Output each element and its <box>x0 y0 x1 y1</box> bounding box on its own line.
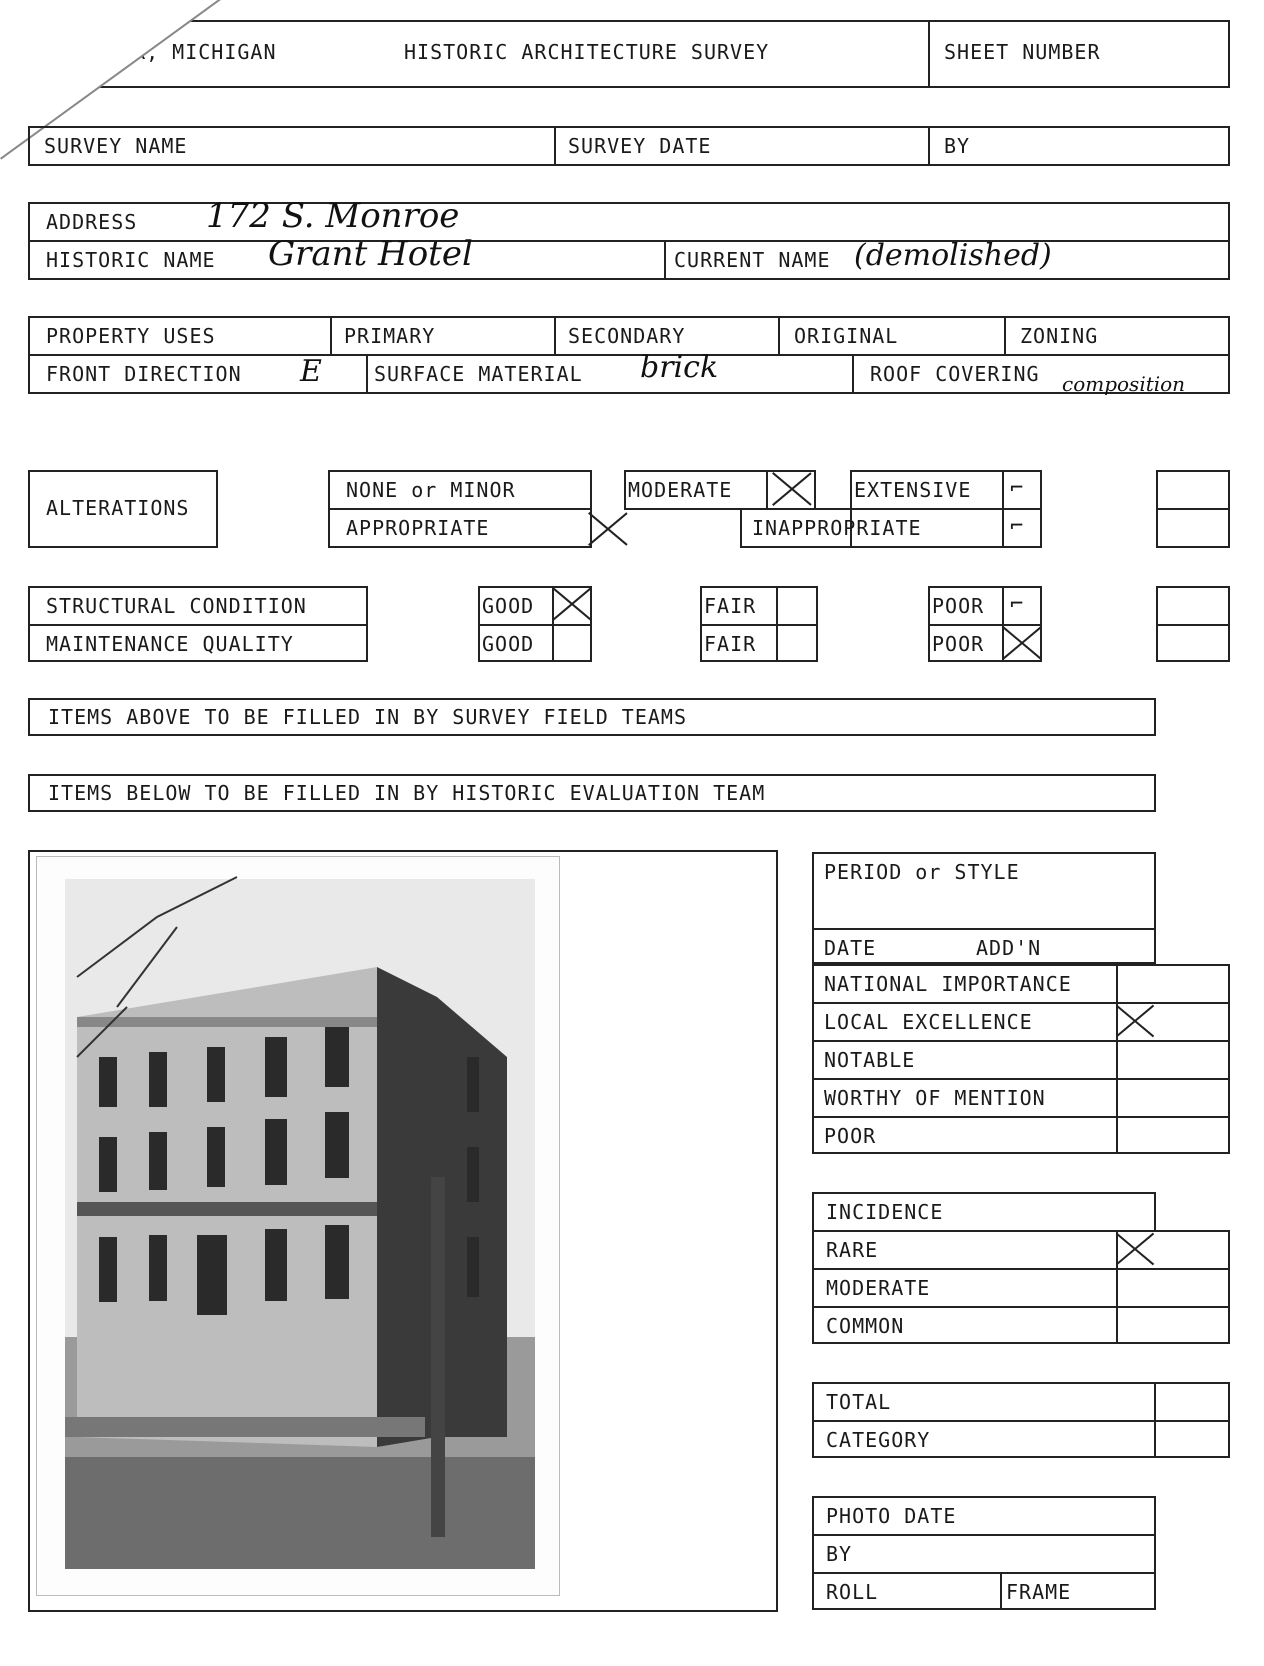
surface-material-value: brick <box>640 350 719 385</box>
address-value: 172 S. Monroe <box>206 196 460 236</box>
current-name-value: (demolished) <box>854 238 1052 273</box>
importance-row-1 <box>812 1002 1230 1004</box>
building-photo-image <box>37 857 559 1595</box>
totals-divider <box>812 1420 1230 1422</box>
importance-check-column <box>1116 964 1118 1154</box>
moderate-incidence-label: MODERATE <box>826 1276 931 1300</box>
alterations-score-divider <box>1156 508 1230 510</box>
extensive-label: EXTENSIVE <box>854 478 972 502</box>
poor-maintenance-label: POOR <box>932 632 985 656</box>
good-maintenance-label: GOOD <box>482 632 535 656</box>
front-direction-label: FRONT DIRECTION <box>46 362 242 386</box>
structural-good-check-mark <box>554 584 590 624</box>
fair-maintenance-label: FAIR <box>704 632 757 656</box>
items-above-note: ITEMS ABOVE TO BE FILLED IN BY SURVEY FIELD TEAMS <box>48 705 688 729</box>
roof-covering-value: composition <box>1062 372 1186 396</box>
uses-col-3 <box>778 316 780 356</box>
condition-label-divider <box>28 624 368 626</box>
common-label: COMMON <box>826 1314 905 1338</box>
maintenance-quality-label: MAINTENANCE QUALITY <box>46 632 294 656</box>
primary-label: PRIMARY <box>344 324 436 348</box>
rare-check-mark <box>1118 1230 1152 1268</box>
category-label: CATEGORY <box>826 1428 931 1452</box>
good-structural-label: GOOD <box>482 594 535 618</box>
rare-label: RARE <box>826 1238 879 1262</box>
total-label: TOTAL <box>826 1390 892 1414</box>
poor-importance-label: POOR <box>824 1124 877 1148</box>
moderate-label: MODERATE <box>628 478 733 502</box>
sheet-number-label: SHEET NUMBER <box>944 40 1101 64</box>
national-importance-label: NATIONAL IMPORTANCE <box>824 972 1072 996</box>
structural-condition-label: STRUCTURAL CONDITION <box>46 594 307 618</box>
incidence-row-2 <box>812 1306 1230 1308</box>
totals-value-column <box>1154 1382 1156 1458</box>
inappropriate-tick: ⌐ <box>1010 514 1024 539</box>
current-name-divider <box>664 240 666 280</box>
good-divider <box>478 624 592 626</box>
notable-label: NOTABLE <box>824 1048 916 1072</box>
current-name-label: CURRENT NAME <box>674 248 831 272</box>
period-style-label: PERIOD or STYLE <box>824 860 1020 884</box>
property-uses-label: PROPERTY USES <box>46 324 216 348</box>
survey-divider-2 <box>928 126 930 166</box>
secondary-label: SECONDARY <box>568 324 686 348</box>
header-divider <box>928 20 930 88</box>
uses-row2-col-1 <box>366 354 368 394</box>
moderate-check-divider <box>766 470 768 510</box>
survey-name-label: SURVEY NAME <box>44 134 188 158</box>
extensive-tick: ⌐ <box>1010 476 1024 501</box>
inappropriate-label: INAPPROPRIATE <box>752 516 922 540</box>
moderate-check-mark <box>774 468 810 510</box>
survey-date-label: SURVEY DATE <box>568 134 712 158</box>
survey-divider-1 <box>554 126 556 166</box>
surface-material-label: SURFACE MATERIAL <box>374 362 583 386</box>
front-direction-value: E <box>300 354 322 389</box>
period-date-divider <box>812 928 1156 930</box>
frame-label: FRAME <box>1006 1580 1072 1604</box>
items-below-note: ITEMS BELOW TO BE FILLED IN BY HISTORIC EVALUATION TEAM <box>48 781 766 805</box>
importance-row-3 <box>812 1078 1230 1080</box>
address-label: ADDRESS <box>46 210 138 234</box>
photo-date-label: PHOTO DATE <box>826 1504 957 1528</box>
header-title: HISTORIC ARCHITECTURE SURVEY <box>404 40 770 64</box>
historic-name-value: Grant Hotel <box>268 234 473 274</box>
header-city: ER, MICHIGAN <box>120 40 277 64</box>
historic-name-label: HISTORIC NAME <box>46 248 216 272</box>
extensive-check-divider <box>1002 470 1004 548</box>
importance-row-4 <box>812 1116 1230 1118</box>
appropriate-check-mark <box>590 508 626 550</box>
roll-frame-divider <box>1000 1572 1002 1610</box>
poor-structural-label: POOR <box>932 594 985 618</box>
local-excellence-check-mark <box>1118 1002 1152 1040</box>
importance-row-2 <box>812 1040 1230 1042</box>
alterations-label: ALTERATIONS <box>46 496 190 520</box>
uses-divider <box>28 354 1230 356</box>
incidence-label: INCIDENCE <box>826 1200 944 1224</box>
roof-covering-label: ROOF COVERING <box>870 362 1040 386</box>
worthy-of-mention-label: WORTHY OF MENTION <box>824 1086 1046 1110</box>
addn-label: ADD'N <box>976 936 1042 960</box>
zoning-label: ZONING <box>1020 324 1099 348</box>
poor-structural-tick: ⌐ <box>1010 592 1024 617</box>
photo-info-row-1 <box>812 1534 1156 1536</box>
local-excellence-label: LOCAL EXCELLENCE <box>824 1010 1033 1034</box>
roll-label: ROLL <box>826 1580 879 1604</box>
incidence-row-1 <box>812 1268 1230 1270</box>
fair-check-divider <box>776 586 778 662</box>
photo-by-label: BY <box>826 1542 853 1566</box>
photo-info-row-2 <box>812 1572 1156 1574</box>
original-label: ORIGINAL <box>794 324 899 348</box>
none-minor-check-divider <box>590 470 592 510</box>
condition-score-divider <box>1156 624 1230 626</box>
appropriate-label: APPROPRIATE <box>346 516 490 540</box>
alterations-row-divider <box>328 508 592 510</box>
fair-structural-label: FAIR <box>704 594 757 618</box>
building-photograph <box>36 856 560 1596</box>
date-label: DATE <box>824 936 877 960</box>
uses-col-4 <box>1004 316 1006 356</box>
survey-by-label: BY <box>944 134 971 158</box>
maintenance-poor-check-mark <box>1004 624 1040 662</box>
uses-col-2 <box>554 316 556 356</box>
fair-divider <box>700 624 818 626</box>
none-minor-label: NONE or MINOR <box>346 478 516 502</box>
uses-col-1 <box>330 316 332 356</box>
uses-row2-col-2 <box>852 354 854 394</box>
